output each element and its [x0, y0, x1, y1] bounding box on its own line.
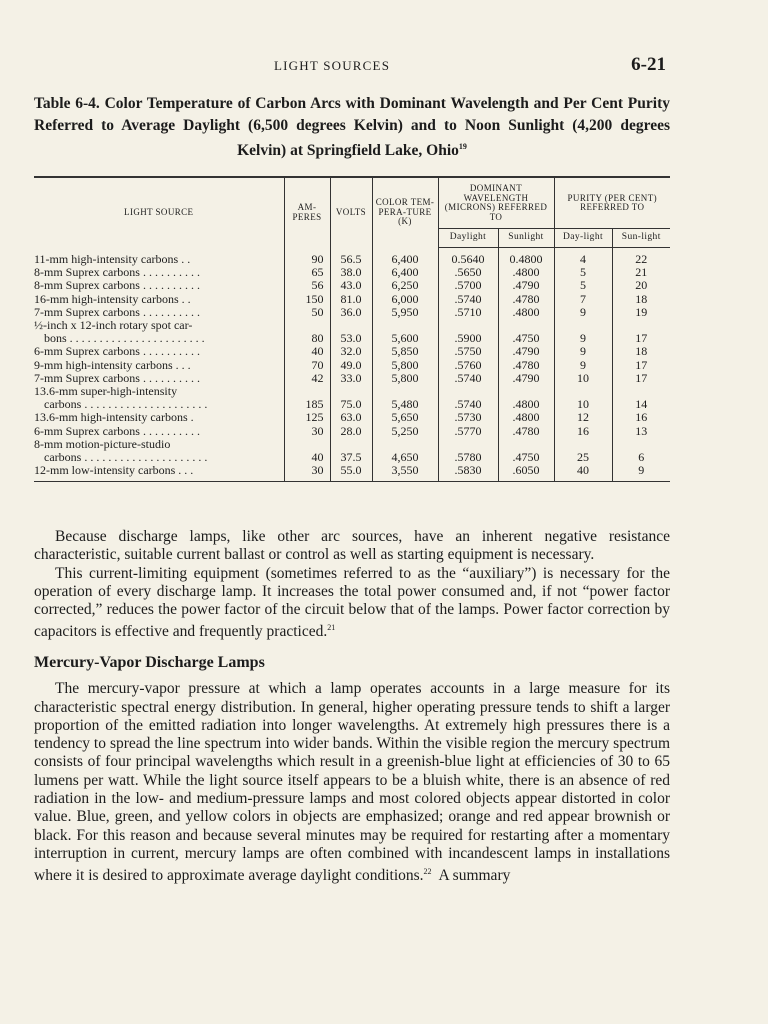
header-wavelength-sunlight: Sunlight [498, 229, 554, 248]
row-purity-sunlight: 19 [612, 306, 670, 319]
paragraph-ballast: Because discharge lamps, like other arc sources, have an inherent negative resistance characteristic, suitable current ballast or control as well as starting equipment is necessary. [34, 528, 670, 564]
row-amperes: 40 [284, 345, 330, 358]
row-volts: 75.0 [330, 398, 372, 411]
row-volts: 28.0 [330, 425, 372, 438]
row-light-source: bons . . . . . . . . . . . . . . . . . . . . . . . [44, 332, 205, 346]
running-title: LIGHT SOURCES [274, 58, 391, 73]
row-amperes: 56 [284, 279, 330, 292]
row-light-source: 11-mm high-intensity carbons . . [34, 252, 191, 266]
table-row [34, 411, 670, 424]
row-purity-daylight: 9 [554, 345, 612, 358]
row-purity-daylight [554, 319, 612, 332]
row-wavelength-sunlight: .4780 [498, 359, 554, 372]
row-purity-sunlight: 20 [612, 279, 670, 292]
row-amperes [284, 319, 330, 332]
row-color-temperature [372, 319, 438, 332]
footnote-ref-21: 21 [327, 623, 336, 633]
row-wavelength-sunlight [498, 319, 554, 332]
row-wavelength-daylight: .5740 [438, 293, 498, 306]
paragraph-current-limiting-text: This current-limiting equipment (sometimes referred to as the “auxiliary”) is necessary for the operation of every discharge lamp. It increases the total power consumed and, if not “power factor corrected,” reduces the power factor of the circuit below that of the lamps. Power factor correction by capacitors is effective and frequently practiced. [34, 564, 670, 641]
row-purity-sunlight: 6 [612, 451, 670, 464]
row-color-temperature: 5,950 [372, 306, 438, 319]
row-volts: 32.0 [330, 345, 372, 358]
row-color-temperature: 6,000 [372, 293, 438, 306]
row-purity-daylight: 5 [554, 266, 612, 279]
row-amperes: 30 [284, 425, 330, 438]
table-row [34, 359, 670, 372]
row-purity-sunlight: 17 [612, 359, 670, 372]
row-wavelength-sunlight: .4790 [498, 279, 554, 292]
row-color-temperature: 3,550 [372, 464, 438, 482]
row-light-source: carbons . . . . . . . . . . . . . . . . . . . . . [44, 398, 208, 412]
row-volts: 33.0 [330, 372, 372, 385]
table-row [34, 266, 670, 279]
row-amperes: 125 [284, 411, 330, 424]
row-wavelength-daylight: .5770 [438, 425, 498, 438]
table-row [34, 372, 670, 385]
table-row [34, 279, 670, 292]
row-wavelength-daylight: .5650 [438, 266, 498, 279]
table-row [34, 319, 670, 332]
table-row [34, 385, 670, 398]
row-wavelength-sunlight: .4800 [498, 411, 554, 424]
row-color-temperature: 5,850 [372, 345, 438, 358]
row-purity-daylight: 9 [554, 332, 612, 345]
row-light-source: 6-mm Suprex carbons . . . . . . . . . . [34, 424, 200, 438]
row-wavelength-sunlight: .4780 [498, 293, 554, 306]
row-light-source: 7-mm Suprex carbons . . . . . . . . . . [34, 305, 200, 319]
row-purity-sunlight [612, 319, 670, 332]
row-light-source: 7-mm Suprex carbons . . . . . . . . . . [34, 371, 200, 385]
row-purity-sunlight: 17 [612, 332, 670, 345]
paragraph-current-limiting [34, 565, 670, 642]
paragraph-mercury-vapor [34, 680, 670, 885]
row-volts: 81.0 [330, 293, 372, 306]
row-volts [330, 319, 372, 332]
row-wavelength-daylight: .5760 [438, 359, 498, 372]
row-light-source: 12-mm low-intensity carbons . . . [34, 464, 284, 482]
row-color-temperature: 5,250 [372, 425, 438, 438]
header-purity: PURITY (PER CENT) REFERRED TO [554, 177, 670, 229]
header-dominant-wavelength: DOMINANT WAVELENGTH (MICRONS) REFERRED TO [438, 177, 554, 229]
row-light-source: ½-inch x 12-inch rotary spot car- [34, 319, 193, 333]
row-wavelength-daylight [438, 385, 498, 398]
row-purity-daylight [554, 385, 612, 398]
table-row [34, 438, 670, 451]
row-wavelength-daylight: .5710 [438, 306, 498, 319]
row-wavelength-sunlight: .4780 [498, 425, 554, 438]
table-row [34, 464, 670, 482]
row-purity-daylight: 10 [554, 372, 612, 385]
header-light-source: LIGHT SOURCE [34, 177, 284, 247]
row-volts: 55.0 [330, 464, 372, 482]
row-color-temperature: 5,600 [372, 332, 438, 345]
row-purity-sunlight: 13 [612, 425, 670, 438]
row-light-source: 8-mm motion-picture-studio [34, 437, 171, 451]
header-purity-daylight: Day-light [554, 229, 612, 248]
row-volts [330, 385, 372, 398]
row-wavelength-daylight: .5780 [438, 451, 498, 464]
row-wavelength-daylight: .5830 [438, 464, 498, 482]
page-number: 6-21 [631, 54, 666, 75]
row-purity-sunlight: 21 [612, 266, 670, 279]
row-color-temperature: 5,480 [372, 398, 438, 411]
color-temperature-table [34, 176, 670, 482]
row-light-source: 8-mm Suprex carbons . . . . . . . . . . [34, 279, 200, 293]
row-purity-sunlight: 22 [612, 247, 670, 266]
header-color-temperature: COLOR TEM-PERA-TURE (K) [372, 177, 438, 247]
row-amperes: 42 [284, 372, 330, 385]
row-purity-daylight: 10 [554, 398, 612, 411]
row-wavelength-sunlight: .4800 [498, 398, 554, 411]
table-caption-text: Table 6-4. Color Temperature of Carbon Arcs with Dominant Wavelength and Per Cent Purity Referred to Average Daylight (6,500 degrees Kelvin) and to Noon Sunlight (4,200 degrees Kelvin) at Springfield Lake, Ohio [34, 95, 670, 160]
row-purity-daylight: 5 [554, 279, 612, 292]
row-wavelength-sunlight: .4750 [498, 451, 554, 464]
row-volts: 49.0 [330, 359, 372, 372]
footnote-ref-22: 22 [423, 867, 432, 877]
row-amperes: 185 [284, 398, 330, 411]
row-purity-daylight: 25 [554, 451, 612, 464]
body-text [34, 528, 670, 886]
row-amperes [284, 385, 330, 398]
header-wavelength-daylight: Daylight [438, 229, 498, 248]
table-row [34, 398, 670, 411]
row-amperes: 40 [284, 451, 330, 464]
table-caption [34, 93, 670, 162]
row-purity-daylight: 9 [554, 306, 612, 319]
row-light-source: carbons . . . . . . . . . . . . . . . . . . . . . [44, 451, 208, 465]
row-purity-daylight: 12 [554, 411, 612, 424]
table-row [34, 425, 670, 438]
row-wavelength-daylight: .5740 [438, 372, 498, 385]
row-light-source: 16-mm high-intensity carbons . . [34, 292, 191, 306]
row-volts: 43.0 [330, 279, 372, 292]
row-purity-sunlight: 9 [612, 464, 670, 482]
row-purity-sunlight [612, 385, 670, 398]
row-volts: 63.0 [330, 411, 372, 424]
row-volts: 53.0 [330, 332, 372, 345]
table-row [34, 451, 670, 464]
row-color-temperature: 5,800 [372, 372, 438, 385]
data-table-wrapper [34, 176, 670, 482]
row-amperes: 70 [284, 359, 330, 372]
row-amperes: 80 [284, 332, 330, 345]
row-wavelength-daylight: .5750 [438, 345, 498, 358]
row-light-source: 9-mm high-intensity carbons . . . [34, 358, 191, 372]
row-light-source: 8-mm Suprex carbons . . . . . . . . . . [34, 266, 200, 280]
header-amperes: AM-PERES [284, 177, 330, 247]
header-volts: VOLTS [330, 177, 372, 247]
row-purity-sunlight: 18 [612, 293, 670, 306]
row-purity-daylight: 7 [554, 293, 612, 306]
row-light-source: 6-mm Suprex carbons . . . . . . . . . . [34, 345, 200, 359]
row-color-temperature: 4,650 [372, 451, 438, 464]
running-header [34, 54, 670, 78]
row-purity-daylight: 16 [554, 425, 612, 438]
table-caption-footnote-ref: 19 [458, 142, 467, 151]
row-color-temperature: 6,400 [372, 247, 438, 266]
row-purity-daylight: 40 [554, 464, 612, 482]
row-wavelength-daylight: 0.5640 [438, 247, 498, 266]
row-wavelength-sunlight: 0.4800 [498, 247, 554, 266]
row-wavelength-sunlight: .4790 [498, 372, 554, 385]
row-amperes: 30 [284, 464, 330, 482]
header-purity-sunlight: Sun-light [612, 229, 670, 248]
row-color-temperature: 6,400 [372, 266, 438, 279]
row-wavelength-sunlight [498, 385, 554, 398]
row-color-temperature: 5,800 [372, 359, 438, 372]
table-row [34, 345, 670, 358]
section-heading: Mercury-Vapor Discharge Lamps [34, 653, 265, 671]
row-amperes: 50 [284, 306, 330, 319]
paragraph-mercury-vapor-tail: A summary [438, 867, 511, 885]
table-row [34, 306, 670, 319]
row-purity-sunlight: 16 [612, 411, 670, 424]
row-purity-sunlight: 18 [612, 345, 670, 358]
row-wavelength-daylight [438, 438, 498, 451]
row-wavelength-daylight: .5730 [438, 411, 498, 424]
row-color-temperature: 6,250 [372, 279, 438, 292]
row-wavelength-sunlight: .4750 [498, 332, 554, 345]
row-wavelength-sunlight: .4800 [498, 306, 554, 319]
row-wavelength-sunlight: .4790 [498, 345, 554, 358]
row-amperes: 65 [284, 266, 330, 279]
row-amperes [284, 438, 330, 451]
paragraph-mercury-vapor-text: The mercury-vapor pressure at which a lamp operates accounts in a large measure for its characteristic spectral energy distribution. In general, higher operating pressure tends to shift a larger proportion of the emitted radiation into longer wavelengths. At extremely high pressures there is a tendency to spread the line spectrum into wider bands. Within the visible region the mercury spectrum consists of four principal wavelengths which result in a greenish-blue light at efficiencies of 30 to 65 lumens per watt. While the light source itself appears to be a bluish white, there is an absence of red radiation in the low- and medium-pressure lamps and most colored objects appear distorted in color value. Blue, green, and yellow colors in objects are emphasized; orange and red appear brownish or black. For this reason and because several minutes may be required for restarting after a momentary interruption in current, mercury lamps are often combined with incandescent lamps in installations where it is desired to approximate average daylight conditions. [34, 680, 670, 885]
row-volts: 37.5 [330, 451, 372, 464]
row-wavelength-sunlight: .4800 [498, 266, 554, 279]
row-wavelength-sunlight: .6050 [498, 464, 554, 482]
table-row [34, 247, 670, 266]
row-purity-daylight: 9 [554, 359, 612, 372]
row-color-temperature: 5,650 [372, 411, 438, 424]
row-amperes: 150 [284, 293, 330, 306]
row-wavelength-daylight: .5700 [438, 279, 498, 292]
row-wavelength-sunlight [498, 438, 554, 451]
table-row [34, 293, 670, 306]
row-light-source: 13.6-mm super-high-intensity [34, 385, 178, 399]
row-light-source: 13.6-mm high-intensity carbons . [34, 411, 194, 425]
row-color-temperature [372, 385, 438, 398]
row-purity-sunlight: 17 [612, 372, 670, 385]
row-purity-sunlight: 14 [612, 398, 670, 411]
row-volts: 38.0 [330, 266, 372, 279]
row-purity-daylight [554, 438, 612, 451]
table-body [34, 247, 670, 482]
row-purity-daylight: 4 [554, 247, 612, 266]
row-wavelength-daylight [438, 319, 498, 332]
row-amperes: 90 [284, 247, 330, 266]
row-volts: 56.5 [330, 247, 372, 266]
table-row [34, 332, 670, 345]
row-volts: 36.0 [330, 306, 372, 319]
row-color-temperature [372, 438, 438, 451]
row-wavelength-daylight: .5740 [438, 398, 498, 411]
row-wavelength-daylight: .5900 [438, 332, 498, 345]
row-purity-sunlight [612, 438, 670, 451]
row-volts [330, 438, 372, 451]
